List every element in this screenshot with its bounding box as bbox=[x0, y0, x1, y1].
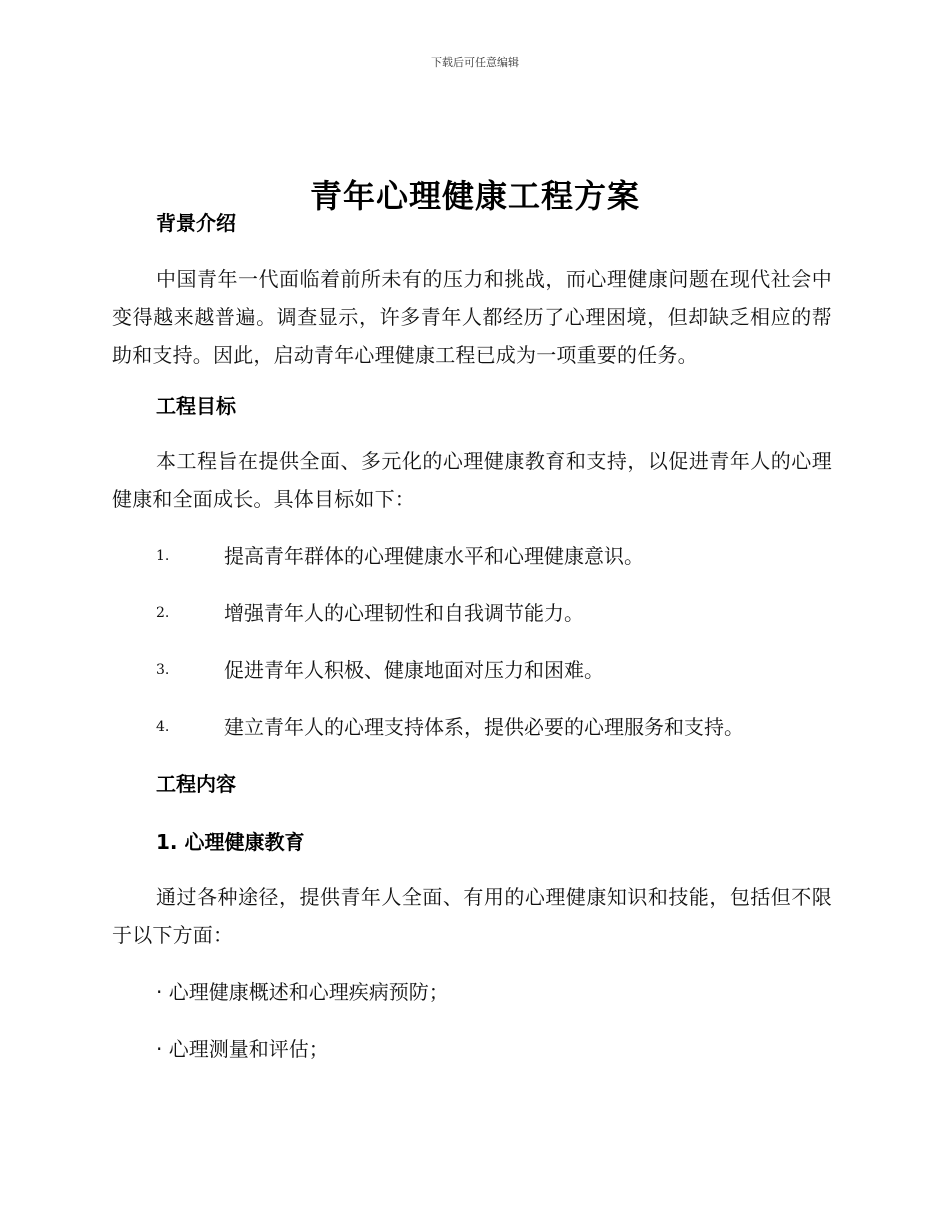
list-item bbox=[112, 537, 832, 575]
list-item-text: 增强青年人的心理韧性和自我调节能力。 bbox=[224, 601, 584, 625]
list-item-text: 提高青年群体的心理健康水平和心理健康意识。 bbox=[224, 544, 644, 568]
list-item-number: 2. bbox=[156, 605, 170, 621]
goals-list bbox=[112, 537, 832, 746]
list-item-text: 促进青年人积极、健康地面对压力和困难。 bbox=[224, 658, 604, 682]
list-item bbox=[112, 651, 832, 689]
bullet-item: · 心理健康概述和心理疾病预防； bbox=[156, 980, 449, 1004]
list-item bbox=[112, 594, 832, 632]
sub-heading-education: 1. 心理健康教育 bbox=[156, 830, 305, 854]
list-item-number: 4. bbox=[156, 719, 170, 735]
list-item bbox=[112, 708, 832, 746]
education-paragraph: 通过各种途径，提供青年人全面、有用的心理健康知识和技能，包括但不限于以下方面： bbox=[112, 885, 832, 947]
background-paragraph: 中国青年一代面临着前所未有的压力和挑战，而心理健康问题在现代社会中变得越来越普遍。调查显示，许多青年人都经历了心理困境，但却缺乏相应的帮助和支持。因此，启动青年心理健康工程已成为一项重要的任务。 bbox=[112, 267, 832, 367]
list-item-number: 1. bbox=[156, 548, 170, 564]
bullet-item: · 心理测量和评估； bbox=[156, 1037, 329, 1061]
document-body bbox=[112, 200, 832, 1068]
document-title: 青年心理健康工程方案 bbox=[309, 177, 640, 216]
list-item-text: 建立青年人的心理支持体系，提供必要的心理服务和支持。 bbox=[224, 715, 744, 739]
section-heading-goals: 工程目标 bbox=[156, 394, 236, 418]
header-note: 下载后可任意编辑 bbox=[431, 56, 519, 69]
section-heading-background: 背景介绍 bbox=[156, 211, 236, 235]
list-item-number: 3. bbox=[156, 662, 170, 678]
section-heading-content: 工程内容 bbox=[156, 772, 236, 796]
goals-paragraph: 本工程旨在提供全面、多元化的心理健康教育和支持，以促进青年人的心理健康和全面成长。具体目标如下： bbox=[112, 449, 832, 511]
